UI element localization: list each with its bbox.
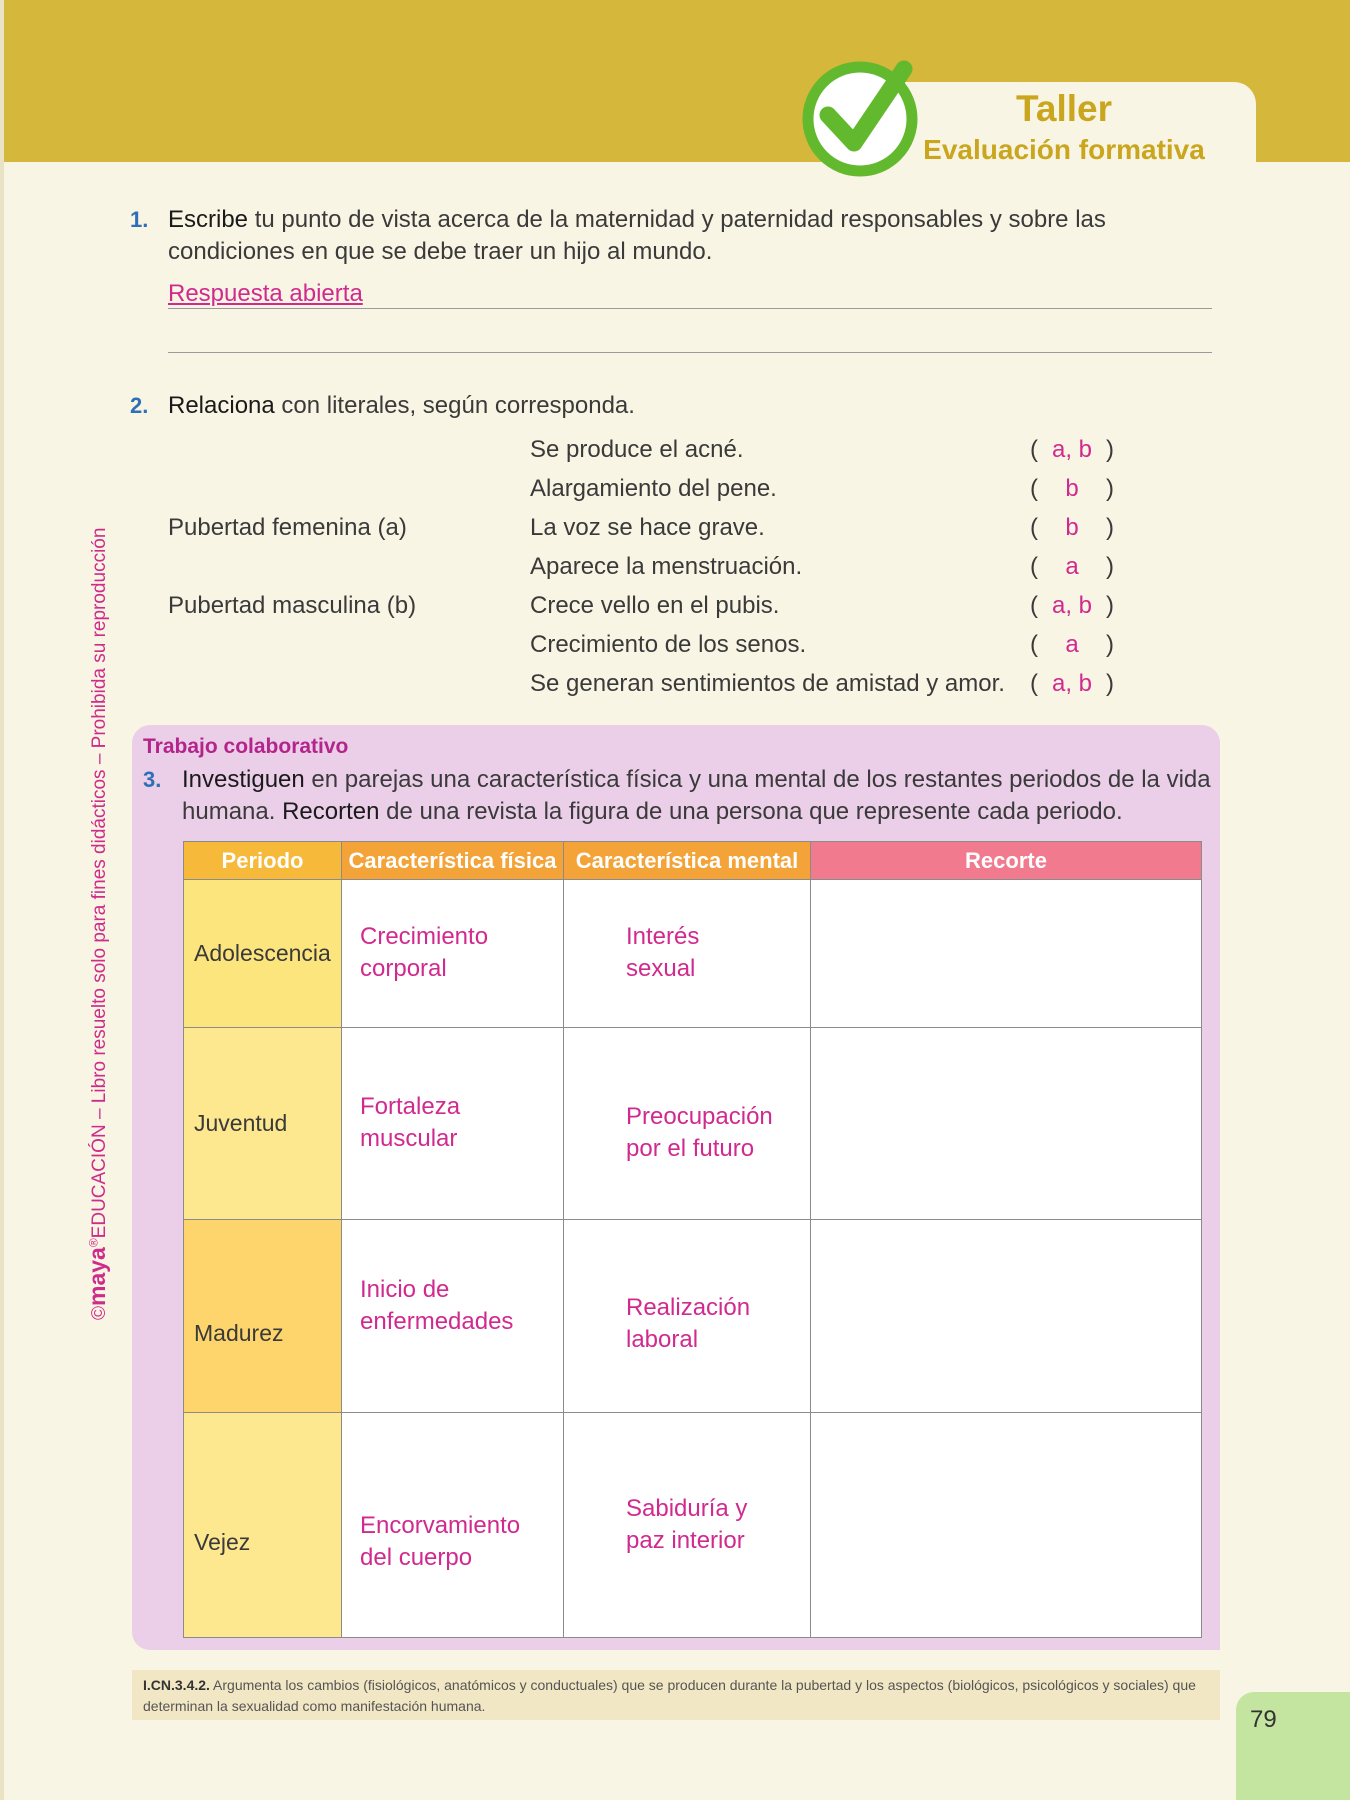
table-row <box>184 1027 1202 1220</box>
q3-verb-1: Investiguen <box>182 766 305 793</box>
mental-cell <box>564 1413 811 1638</box>
match-item: Crecimiento de los senos. <box>530 631 807 658</box>
workshop-subtitle: Evaluación formativa <box>923 134 1205 165</box>
match-answer-value: b <box>1065 514 1079 541</box>
copyright-prefix: © <box>89 1306 110 1320</box>
q3-text-2: de una revista la figura de una persona que represente cada periodo. <box>379 798 1123 825</box>
cell-line: Interés <box>626 923 700 951</box>
cell-line: Realización <box>626 1294 751 1322</box>
q3-statement <box>182 764 1212 828</box>
indicator-text: Argumenta los cambios (fisiológicos, anatómicos y conductuales) que se producen durante la pubertad y los aspectos (biológicos, psicológicos y sociales) que determinan la sexualidad como manifestación humana. <box>143 1677 1196 1714</box>
cell-line: Preocupación <box>626 1103 773 1131</box>
mental-cell <box>564 1027 811 1220</box>
table-header-row <box>184 842 1202 880</box>
q1-number: 1. <box>130 207 149 232</box>
cell-line: del cuerpo <box>360 1544 473 1572</box>
answer-line <box>168 352 1212 353</box>
table-row <box>184 1413 1202 1638</box>
curriculum-indicator <box>132 1670 1220 1720</box>
match-answer-value: b <box>1065 475 1079 502</box>
match-answer-value: a, b <box>1051 436 1093 463</box>
match-item: Se produce el acné. <box>530 436 744 463</box>
group-female: Pubertad femenina (a) <box>168 514 407 541</box>
header-mental: Característica mental <box>564 842 811 880</box>
periods-table <box>183 841 1202 1638</box>
match-answer-value: a <box>1065 553 1079 580</box>
period-cell: Madurez <box>184 1220 342 1413</box>
brand-name: maya <box>84 1247 110 1306</box>
match-item: Se generan sentimientos de amistad y amor. <box>530 670 1005 697</box>
q1-text: tu punto de vista acerca de la maternidad y paternidad responsables y sobre las condiciones en que se debe traer un hijo al mundo. <box>168 206 1106 265</box>
period-cell: Adolescencia <box>184 880 342 1028</box>
q1-verb: Escribe <box>168 206 249 233</box>
registered-mark: ® <box>86 1238 101 1248</box>
cell-line: muscular <box>360 1125 458 1153</box>
match-item: La voz se hace grave. <box>530 514 765 541</box>
q1-statement <box>168 204 1148 268</box>
physical-cell <box>342 1220 564 1413</box>
header-fisica: Característica física <box>342 842 564 880</box>
period-cell: Vejez <box>184 1413 342 1638</box>
mental-cell <box>564 880 811 1028</box>
mental-cell <box>564 1220 811 1413</box>
q3-number: 3. <box>143 767 162 792</box>
match-answer-value: a, b <box>1051 592 1093 619</box>
cell-line: paz interior <box>626 1527 745 1555</box>
physical-cell <box>342 1027 564 1220</box>
physical-cell <box>342 1413 564 1638</box>
cell-line: Inicio de <box>360 1276 450 1304</box>
cutout-cell <box>811 1413 1202 1638</box>
cell-line: Sabiduría y <box>626 1495 748 1523</box>
q1-answer: Respuesta abierta <box>168 280 363 307</box>
q3-text-1: en parejas una característica física y una mental de los restantes periodos de la vida humana. <box>182 766 1211 825</box>
cell-line: Crecimiento <box>360 923 489 951</box>
cell-line: corporal <box>360 955 447 983</box>
page-number: 79 <box>1250 1706 1277 1733</box>
collaborative-title: Trabajo colaborativo <box>143 735 349 758</box>
page-edge <box>0 0 4 1800</box>
cell-line: Fortaleza <box>360 1093 461 1121</box>
group-male: Pubertad masculina (b) <box>168 592 417 619</box>
table-row <box>184 1220 1202 1413</box>
answer-line <box>168 308 1212 309</box>
table-row <box>184 880 1202 1028</box>
cutout-cell <box>811 880 1202 1028</box>
match-answer-value: a, b <box>1051 670 1093 697</box>
match-item: Aparece la menstruación. <box>530 553 803 580</box>
cutout-cell <box>811 1027 1202 1220</box>
copyright-text: EDUCACIÓN – Libro resuelto solo para fines didácticos – Prohibida su reproducción <box>89 527 110 1239</box>
cell-line: Encorvamiento <box>360 1512 521 1540</box>
cell-line: sexual <box>626 955 696 983</box>
cutout-cell <box>811 1220 1202 1413</box>
match-answer-value: a <box>1065 631 1079 658</box>
q2-text: con literales, según corresponda. <box>274 392 635 419</box>
match-item: Alargamiento del pene. <box>530 475 777 502</box>
cell-line: laboral <box>626 1326 699 1354</box>
workshop-title: Taller <box>1016 88 1112 129</box>
cell-line: enfermedades <box>360 1308 514 1336</box>
q2-verb: Relaciona <box>168 392 275 419</box>
match-item: Crece vello en el pubis. <box>530 592 780 619</box>
indicator-code: I.CN.3.4.2. <box>143 1677 210 1693</box>
q2-statement <box>168 390 635 422</box>
q2-number: 2. <box>130 393 149 418</box>
cell-line: por el futuro <box>626 1135 755 1163</box>
copyright-sidebar <box>84 480 114 1320</box>
physical-cell <box>342 880 564 1028</box>
q3-verb-2: Recorten <box>282 798 380 825</box>
header-recorte: Recorte <box>811 842 1202 880</box>
period-cell: Juventud <box>184 1027 342 1220</box>
header-periodo: Periodo <box>184 842 342 880</box>
